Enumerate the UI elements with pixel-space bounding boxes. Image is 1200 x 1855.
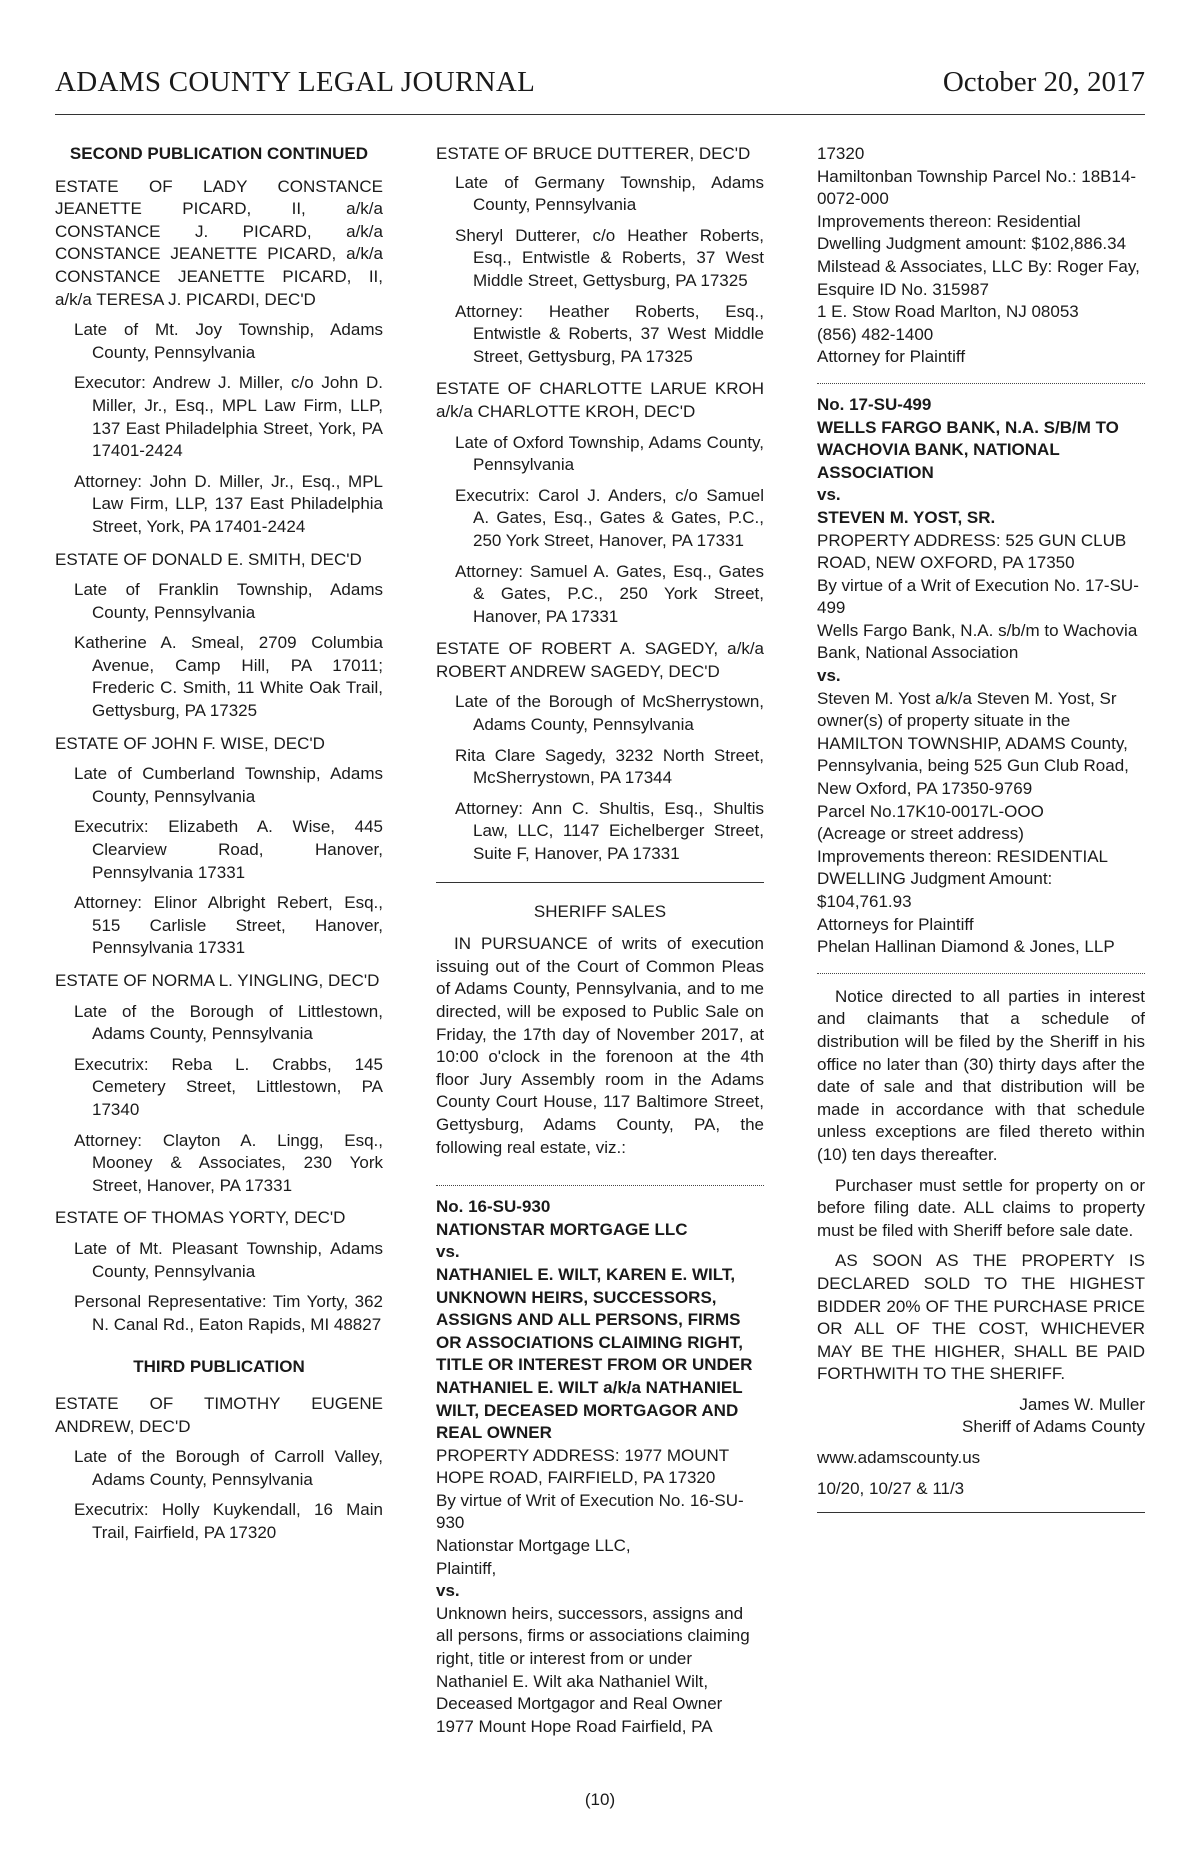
estate-representative: Sheryl Dutterer, c/o Heather Roberts, Esq., Entwistle & Roberts, 37 West Middle Street, Gettysburg, PA 17325	[455, 225, 764, 290]
case-line: Hamiltonban Township Parcel No.: 18B14-0072-000	[817, 166, 1137, 209]
estate-late-of: Late of Mt. Pleasant Township, Adams County, Pennsylvania	[74, 1238, 383, 1281]
estate-late-of: Late of Mt. Joy Township, Adams County, Pennsylvania	[74, 320, 383, 362]
sheriff-case-16-su-930	[436, 1196, 764, 1738]
estate-notice-smith	[55, 549, 383, 723]
estate-title: ESTATE OF JOHN F. WISE, DEC'D	[55, 733, 325, 753]
case-line: (856) 482-1400	[817, 324, 934, 344]
journal-title: ADAMS COUNTY LEGAL JOURNAL	[55, 66, 536, 98]
estate-attorney: Attorney: Ann C. Shultis, Esq., Shultis Law, LLC, 1147 Eichelberger Street, Suite F, Hanover, PA 17331	[455, 798, 764, 864]
estate-notice-yorty	[55, 1207, 383, 1336]
column-3	[817, 143, 1145, 1531]
case-line: Parcel No.17K10-0017L-OOO	[817, 801, 1044, 821]
publication-dates: 10/20, 10/27 & 11/3	[817, 1478, 965, 1498]
masthead	[55, 66, 1145, 115]
case-line: Attorneys for Plaintiff	[817, 914, 974, 934]
section-divider	[436, 882, 764, 883]
estate-executor: Executor: Andrew J. Miller, c/o John D. Miller, Jr., Esq., MPL Law Firm, LLP, 137 East Philadelphia Street, York, PA 17401-2424	[74, 373, 383, 461]
case-plaintiff: WELLS FARGO BANK, N.A. S/B/M TO WACHOVIA BANK, NATIONAL ASSOCIATION	[817, 417, 1119, 482]
estate-notice-picard	[55, 176, 383, 539]
estate-late-of: Late of the Borough of Carroll Valley, Adams County, Pennsylvania	[74, 1447, 383, 1489]
estate-notice-kroh	[436, 378, 764, 628]
issue-date: October 20, 2017	[942, 66, 1145, 98]
case-vs: vs.	[817, 485, 841, 505]
estate-representative: Personal Representative: Tim Yorty, 362 N. Canal Rd., Eaton Rapids, MI 48827	[74, 1292, 383, 1334]
case-line: By virtue of Writ of Execution No. 16-SU-930	[436, 1490, 744, 1533]
case-vs: vs.	[436, 1581, 460, 1601]
estate-representative: Katherine A. Smeal, 2709 Columbia Avenue, Camp Hill, PA 17011; Frederic C. Smith, 11 White Oak Trail, Gettysburg, PA 17325	[74, 633, 383, 721]
estate-title: ESTATE OF CHARLOTTE LARUE KROH a/k/a CHARLOTTE KROH, DEC'D	[436, 379, 764, 421]
case-defendant: NATHANIEL E. WILT, KAREN E. WILT, UNKNOWN HEIRS, SUCCESSORS, ASSIGNS AND ALL PERSONS, FIRMS OR ASSOCIATIONS CLAIMING RIGHT, TITLE OR INTEREST FROM OR UNDER NATHANIEL E. WILT a/k/a NATHANIEL WILT, DECEASED MORTGAGOR AND REAL OWNER	[436, 1264, 753, 1443]
distribution-notice: Notice directed to all parties in interest and claimants that a schedule of distribution will be filed by the Sheriff in his office no later than (30) thirty days after the date of sale and that distribution will be made in accordance with that schedule unless exceptions are filed thereto within (10) ten days thereafter.	[817, 986, 1145, 1164]
case-line: Steven M. Yost a/k/a Steven M. Yost, Sr owner(s) of property situate in the HAMILTON TOWNSHIP, ADAMS County, Pennsylvania, being 525 Gun Club Road,	[817, 688, 1129, 776]
case-defendant: STEVEN M. YOST, SR.	[817, 507, 996, 527]
estate-late-of: Late of the Borough of Littlestown, Adams County, Pennsylvania	[74, 1001, 383, 1044]
sheriff-case-17-su-499	[817, 394, 1145, 959]
estate-executrix: Executrix: Carol J. Anders, c/o Samuel A. Gates, Esq., Gates & Gates, P.C., 250 York Street, Hanover, PA 17331	[455, 485, 764, 550]
estate-title: ESTATE OF TIMOTHY EUGENE ANDREW, DEC'D	[55, 1393, 383, 1436]
estate-notice-sagedy	[436, 638, 764, 865]
sheriff-title: Sheriff of Adams County	[961, 1417, 1145, 1437]
estate-attorney: Attorney: Samuel A. Gates, Esq., Gates & Gates, P.C., 250 York Street, Hanover, PA 17331	[455, 561, 764, 626]
estate-attorney: Attorney: Heather Roberts, Esq., Entwistle & Roberts, 37 West Middle Street, Gettysburg, PA 17325	[455, 301, 764, 366]
column-2	[436, 143, 764, 1738]
estate-notice-andrew	[55, 1393, 383, 1545]
estate-notice-wise	[55, 733, 383, 960]
estate-title: ESTATE OF DONALD E. SMITH, DEC'D	[55, 549, 362, 569]
estate-executrix: Executrix: Reba L. Crabbs, 145 Cemetery Street, Littlestown, PA 17340	[74, 1054, 383, 1119]
payment-notice: AS SOON AS THE PROPERTY IS DECLARED SOLD TO THE HIGHEST BIDDER 20% OF THE PURCHASE PRICE OR ALL OF THE COST, WHICHEVER MAY BE THE HIGHER, SHALL BE PAID FORTHWITH TO THE SHERIFF.	[817, 1251, 1145, 1384]
estate-executrix: Executrix: Holly Kuykendall, 16 Main Trail, Fairfield, PA 17320	[74, 1500, 383, 1542]
estate-late-of: Late of Cumberland Township, Adams County, Pennsylvania	[74, 764, 383, 806]
case-vs: vs.	[436, 1242, 460, 1262]
case-line: PROPERTY ADDRESS: 525 GUN CLUB ROAD, NEW OXFORD, PA 17350	[817, 530, 1127, 573]
case-plaintiff: NATIONSTAR MORTGAGE LLC	[436, 1219, 688, 1239]
case-line: 17320	[817, 144, 865, 163]
case-line: Milstead & Associates, LLC By: Roger Fay, Esquire ID No. 315987	[817, 256, 1140, 299]
sheriff-sales-heading: SHERIFF SALES	[533, 901, 667, 921]
case-line: Attorney for Plaintiff	[817, 347, 966, 367]
case-line: By virtue of a Writ of Execution No. 17-SU-499	[817, 575, 1139, 618]
estate-title: ESTATE OF THOMAS YORTY, DEC'D	[55, 1208, 346, 1228]
case-line: Wells Fargo Bank, N.A. s/b/m to Wachovia Bank, National Association	[817, 620, 1138, 663]
section-heading: THIRD PUBLICATION	[133, 1357, 305, 1377]
case-line: Nationstar Mortgage LLC,	[436, 1536, 631, 1556]
estate-title: ESTATE OF LADY CONSTANCE JEANETTE PICARD, II, a/k/a CONSTANCE J. PICARD, a/k/a CONSTANCE JEANETTE PICARD, a/k/a CONSTANCE JEANETTE PICARD, II, a/k/a TERESA J. PICARDI, DEC'D	[55, 176, 383, 309]
estate-attorney: Attorney: Clayton A. Lingg, Esq., Mooney & Associates, 230 York Street, Hanover, PA 17331	[74, 1130, 383, 1195]
dotted-divider	[817, 383, 1145, 384]
case-line: Improvements thereon: RESIDENTIAL DWELLING Judgment Amount: $104,761.93	[817, 846, 1108, 911]
estate-title: ESTATE OF ROBERT A. SAGEDY, a/k/a ROBERT ANDREW SAGEDY, DEC'D	[436, 639, 764, 681]
website-link[interactable]: www.adamscounty.us	[817, 1448, 981, 1468]
section-divider	[817, 1512, 1145, 1513]
estate-title: ESTATE OF BRUCE DUTTERER, DEC'D	[436, 144, 751, 163]
estate-title: ESTATE OF NORMA L. YINGLING, DEC'D	[55, 971, 380, 990]
case-line: (Acreage or street address)	[817, 824, 1024, 844]
page-number: (10)	[584, 1790, 616, 1809]
case-number: No. 16-SU-930	[436, 1197, 551, 1217]
case-line: Phelan Hallinan Diamond & Jones, LLP	[817, 937, 1115, 957]
estate-attorney: Attorney: Elinor Albright Rebert, Esq., 515 Carlisle Street, Hanover, Pennsylvania 17331	[74, 893, 383, 958]
sheriff-sales-intro: IN PURSUANCE of writs of execution issuing out of the Court of Common Pleas of Adams County, Pennsylvania, and to me directed, will be exposed to Public Sale on Friday, the 17th day of November 2017, at 10:00 o'clock in the forenoon at the 4th floor Jury Assembly room in the Adams County Court House, 117 Baltimore Street, Gettysburg, Adams County, PA, the following real estate, viz.:	[436, 934, 764, 1157]
estate-notice-yingling	[55, 970, 383, 1197]
case-vs: vs.	[817, 666, 841, 686]
dotted-divider	[817, 973, 1145, 974]
case-line: Improvements thereon: Residential Dwelling Judgment amount: $102,886.34	[817, 211, 1127, 254]
estate-executrix: Executrix: Elizabeth A. Wise, 445 Clearview Road, Hanover, Pennsylvania 17331	[74, 817, 383, 882]
case-line: 1977 Mount Hope Road Fairfield, PA	[436, 1716, 713, 1736]
case-line: New Oxford, PA 17350-9769	[817, 779, 1033, 799]
sheriff-name: James W. Muller	[1019, 1394, 1145, 1414]
section-heading: SECOND PUBLICATION CONTINUED	[69, 144, 369, 163]
case-line: PROPERTY ADDRESS: 1977 MOUNT HOPE ROAD, FAIRFIELD, PA 17320	[436, 1445, 729, 1488]
purchaser-notice: Purchaser must settle for property on or before filing date. ALL claims to property must be filed with Sheriff before sale date.	[817, 1175, 1145, 1240]
estate-late-of: Late of the Borough of McSherrystown, Adams County, Pennsylvania	[455, 692, 764, 735]
sheriff-case-16-su-930-continued	[817, 143, 1145, 369]
estate-representative: Rita Clare Sagedy, 3232 North Street, McSherrystown, PA 17344	[455, 745, 764, 788]
estate-late-of: Late of Germany Township, Adams County, Pennsylvania	[455, 172, 764, 215]
estate-late-of: Late of Oxford Township, Adams County, Pennsylvania	[455, 432, 764, 475]
case-line: Plaintiff,	[436, 1558, 497, 1578]
case-line: Unknown heirs, successors, assigns and all persons, firms or associations claiming right, title or interest from or under Nathaniel E. Wilt aka Nathaniel Wilt, Deceased Mortgagor and Real Owner	[436, 1603, 750, 1714]
dotted-divider	[436, 1185, 764, 1186]
estate-notice-dutterer	[436, 143, 764, 368]
case-line: 1 E. Stow Road Marlton, NJ 08053	[817, 302, 1079, 322]
case-number: No. 17-SU-499	[817, 394, 932, 414]
column-1	[55, 143, 383, 1544]
estate-attorney: Attorney: John D. Miller, Jr., Esq., MPL Law Firm, LLP, 137 East Philadelphia Street, York, PA 17401-2424	[74, 471, 383, 536]
estate-late-of: Late of Franklin Township, Adams County, Pennsylvania	[74, 580, 383, 622]
